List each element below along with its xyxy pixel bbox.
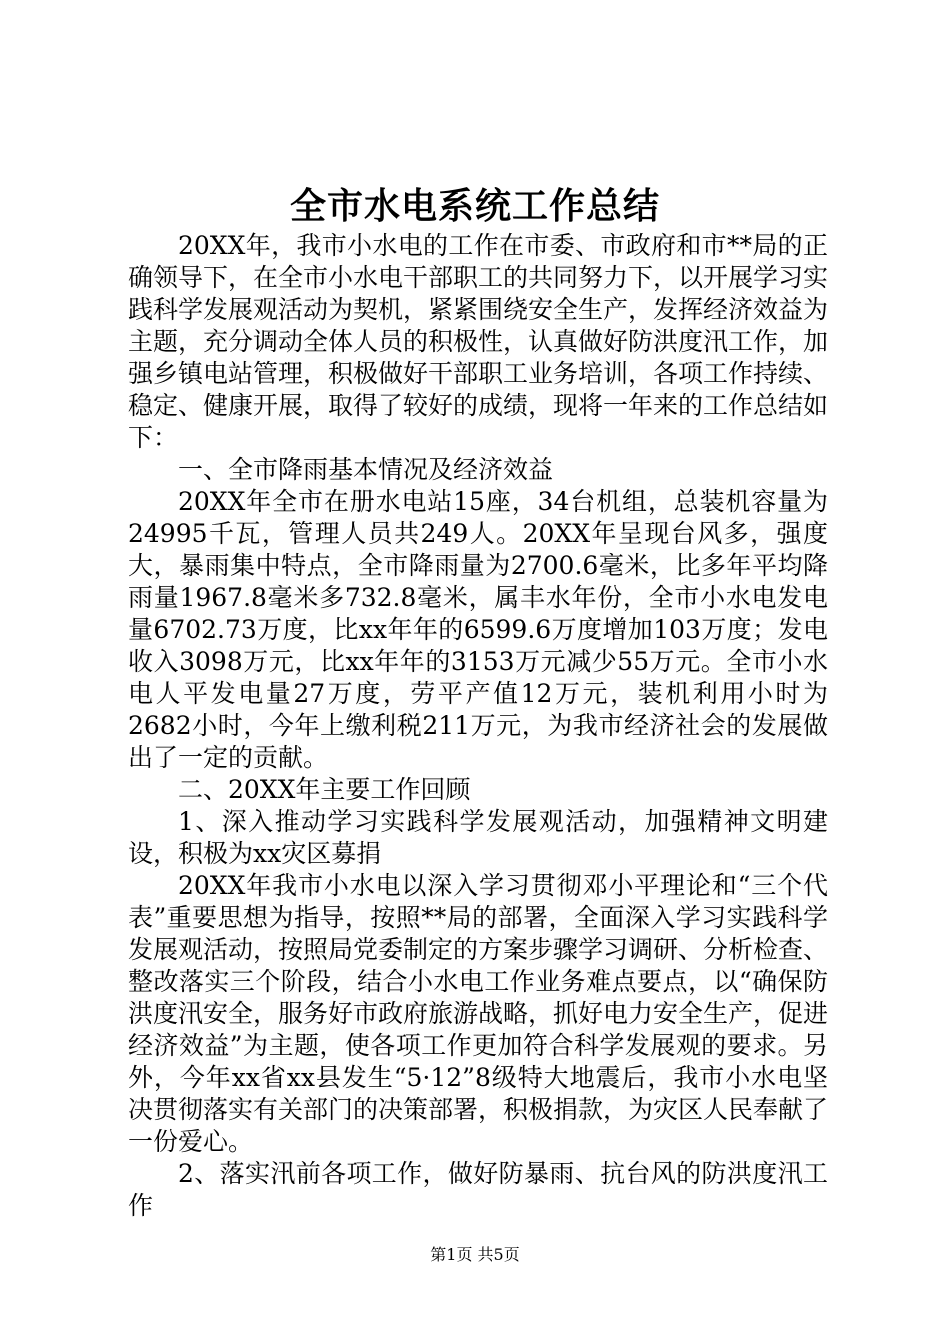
study-paragraph: 20XX年我市小水电以深入学习贯彻邓小平理论和“三个代表”重要思想为指导，按照**局的部署，全面深入学习实践科学发展观活动，按照局党委制定的方案步骤学习调研、分析检查、整改落实三个阶段，结合小水电工作业务难点要点，以“确保防洪度汛安全，服务好市政府旅游战略，抓好电力安全生产，促进经济效益”为主题，使各项工作更加符合科学发展观的要求。另外，今年xx省xx县发生“5·12”8级特大地震后，我市小水电坚决贯彻落实有关部门的决策部署，积极捐款，为灾区人民奉献了一份爱心。 [128,871,829,1156]
document-body [128,230,828,1222]
page-footer: 第1页 共5页 [430,1245,520,1264]
rainfall-paragraph: 20XX年全市在册水电站15座，34台机组，总装机容量为24995千瓦，管理人员共249人。20XX年呈现台风多，强度大，暴雨集中特点，全市降雨量为2700.6毫米，比多年平均降雨量1967.8毫米多732.8毫米，属丰水年份，全市小水电发电量6702.73万度，比xx年年的6599.6万度增加103万度；发电收入3098万元，比xx年年的3153万元减少55万元。全市小水电人平发电量27万度，劳平产值12万元，装机利用小时为2682小时，今年上缴利税211万元，为我市经济社会的发展做出了一定的贡献。 [128,487,828,772]
section-heading-1: 一、全市降雨基本情况及经济效益 [178,455,554,484]
subheading-2: 2、落实汛前各项工作，做好防暴雨、抗台风的防洪度汛工作 [128,1159,828,1220]
section-heading-2: 二、20XX年主要工作回顾 [178,775,471,804]
intro-paragraph: 20XX年，我市小水电的工作在市委、市政府和市**局的正确领导下，在全市小水电干部职工的共同努力下，以开展学习实践科学发展观活动为契机，紧紧围绕安全生产，发挥经济效益为主题，充分调动全体人员的积极性，认真做好防洪度汛工作，加强乡镇电站管理，积极做好干部职工业务培训，各项工作持续、稳定、健康开展，取得了较好的成绩，现将一年来的工作总结如下： [128,231,829,452]
subheading-1: 1、深入推动学习实践科学发展观活动，加强精神文明建设，积极为xx灾区募捐 [128,807,828,868]
document-title: 全市水电系统工作总结 [289,186,660,227]
